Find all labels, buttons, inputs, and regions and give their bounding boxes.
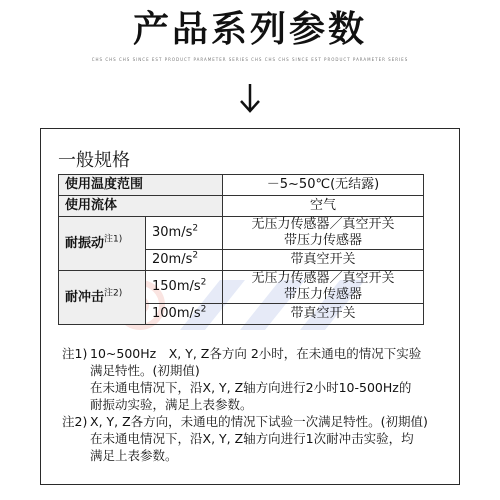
note-2-body	[90, 413, 428, 464]
exponent: 2	[200, 277, 207, 288]
vibration-20-unit: 20m/s	[152, 252, 193, 267]
note-2	[62, 413, 432, 464]
shock-150-line-1: 无压力传感器／真空开关	[251, 271, 395, 286]
notes	[62, 345, 432, 464]
note-1-body	[90, 345, 421, 413]
vibration-label-cell	[59, 217, 146, 271]
vibration-30-value	[223, 217, 424, 250]
exponent: 2	[200, 304, 207, 315]
shock-100-unit: 100m/s	[152, 306, 201, 321]
arrow-down-icon	[238, 82, 262, 114]
note-2-mark: 注2)	[62, 414, 88, 429]
note-2-line: X, Y, Z各方向，未通电的情况下试验一次满足特性。(初期值)	[90, 414, 428, 429]
shock-150-line-2: 带压力传感器	[283, 287, 362, 302]
vibration-30-unit: 30m/s	[152, 225, 193, 240]
section-title: 一般规格	[58, 150, 130, 171]
vibration-note-ref: 注1)	[104, 234, 123, 245]
vibration-30-line-2: 带压力传感器	[283, 233, 362, 248]
note-2-line: 在未通电情况下，沿X, Y, Z轴方向进行1次耐冲击实验，均	[90, 431, 414, 446]
page-title: 产品系列参数	[132, 9, 367, 50]
vibration-20-value: 带真空开关	[223, 250, 424, 271]
note-1	[62, 345, 432, 413]
shock-150-cell	[146, 271, 223, 304]
note-1-line: 10~500Hz X, Y, Z各方向 2小时，在未通电的情况下实验	[90, 346, 422, 361]
note-1-line: 满足特性。(初期值)	[90, 363, 200, 378]
shock-label-cell	[59, 271, 146, 325]
shock-note-ref: 注2)	[104, 288, 123, 299]
vibration-30-cell	[146, 217, 223, 250]
page-subline: CHS CHS CHS SINCE EST PRODUCT PARAMETER SERIES CHS CHS CHS SINCE EST PRODUCT PARAMETER SERIES	[91, 57, 409, 62]
note-1-line: 耐振动实验，满足上表参数。	[90, 397, 253, 412]
vibration-30-line-1: 无压力传感器／真空开关	[251, 217, 395, 232]
note-2-line: 满足上表参数。	[90, 448, 178, 463]
temp-label: 使用温度范围	[59, 175, 223, 196]
note-1-line: 在未通电情况下，沿X, Y, Z轴方向进行2小时10-500Hz的	[90, 380, 412, 395]
shock-150-value	[223, 271, 424, 304]
shock-100-value: 带真空开关	[223, 304, 424, 325]
table-row	[59, 175, 424, 196]
table-row	[59, 271, 424, 304]
table-row	[59, 196, 424, 217]
fluid-value: 空气	[223, 196, 424, 217]
table-row	[59, 217, 424, 250]
exponent: 2	[192, 223, 199, 234]
shock-100-cell	[146, 304, 223, 325]
shock-label: 耐冲击	[65, 289, 105, 305]
shock-150-unit: 150m/s	[152, 279, 201, 294]
vibration-20-cell	[146, 250, 223, 271]
vibration-label: 耐振动	[65, 235, 105, 251]
spec-table	[58, 174, 424, 325]
exponent: 2	[192, 250, 199, 261]
fluid-label: 使用流体	[59, 196, 223, 217]
note-1-mark: 注1)	[62, 346, 88, 361]
temp-value: －5~50℃(无结露)	[223, 175, 424, 196]
